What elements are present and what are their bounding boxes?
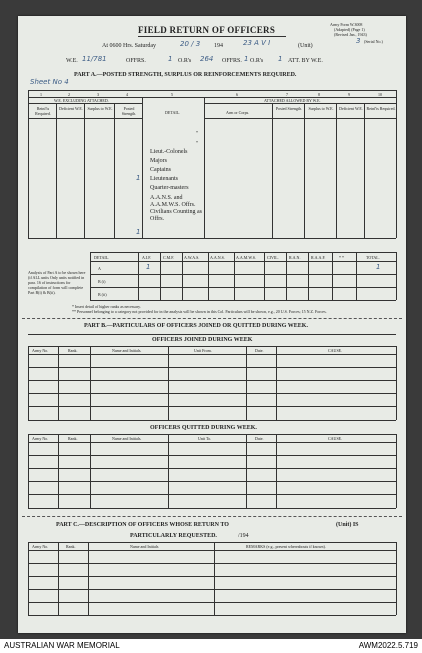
col-num-6: 6 [236, 92, 238, 97]
col-num-8: 8 [318, 92, 320, 97]
deficient-left: Deficient W.E. [59, 106, 83, 111]
at-hours-label: At 0600 Hrs. Saturday [102, 43, 156, 49]
handwritten-unit: 23 A V I [243, 39, 271, 47]
joined-col-rank: Rank. [68, 348, 78, 353]
unit-label: (Unit) [298, 43, 313, 49]
rank-majors: Majors [150, 158, 167, 164]
serial-label: (Serial No.) [364, 39, 383, 44]
form-title: FIELD RETURN OF OFFICERS [138, 25, 276, 35]
ors-label-2: O.R's [250, 58, 264, 64]
an-row-bii: B (ii) [98, 292, 107, 297]
rank-quartermasters: Quarter-masters [150, 185, 189, 191]
we-label: W.E. [66, 58, 78, 64]
col-num-3: 3 [97, 92, 99, 97]
offrs-label-2: OFFRS. [222, 58, 242, 64]
an-h-ran: R.A.N. [289, 255, 301, 260]
footer-catalogue-id: AWM2022.5.719 [358, 641, 418, 650]
year-label: 194 [214, 43, 223, 49]
col-num-5: 5 [171, 92, 173, 97]
c-col-army-no: Army No. [32, 544, 49, 549]
handwritten-offrs: 1 [168, 55, 173, 63]
reinf-required-left: Reinf'ts Required. [35, 106, 51, 116]
an-h-aans: A.A.N.S. [210, 255, 225, 260]
col-num-2: 2 [68, 92, 70, 97]
part-c-heading: PART C.—DESCRIPTION OF OFFICERS WHOSE RETURN TO [56, 522, 229, 528]
handwritten-att: 1 [278, 55, 283, 63]
army-form-number: Army Form W.3008 [330, 22, 363, 27]
footnote-1: * Insert detail of higher ranks as necessary. [72, 304, 141, 309]
part-c-year: /194 [238, 533, 249, 539]
deficient-right: Deficient W.E. [339, 106, 363, 111]
quitted-col-name: Name and Initials. [112, 436, 142, 441]
joined-col-cause: CAUSE. [328, 348, 343, 353]
an-h-star: * * [339, 255, 344, 260]
col-num-7: 7 [286, 92, 288, 97]
handwritten-mark-b: 1 [136, 228, 141, 236]
handwritten-mark-a: 1 [136, 174, 141, 182]
col-num-1: 1 [40, 92, 42, 97]
surplus-left: Surplus to W.E. [87, 106, 113, 111]
archive-footer [0, 639, 422, 653]
handwritten-we: 11/781 [82, 55, 107, 63]
detail-label: DETAIL. [165, 110, 181, 115]
part-a-heading: PART A.—POSTED STRENGTH, SURPLUS OR REINFORCEMENTS REQUIRED. [74, 72, 297, 78]
part-c-requested: PARTICULARLY REQUESTED. [130, 533, 217, 539]
quitted-heading: OFFICERS QUITTED DURING WEEK. [150, 425, 257, 431]
joined-col-army-no: Army No. [32, 348, 49, 353]
form-sheet [18, 16, 406, 633]
rank-aans: A.A.N.S. and A.A.M.W.S. Offrs. [150, 195, 196, 208]
joined-col-date: Date. [255, 348, 264, 353]
col-num-10: 10 [378, 92, 382, 97]
handwritten-serial: 3 [356, 37, 361, 45]
rank-lieut-colonels: Lieut.-Colonels [150, 149, 188, 155]
posted-right: Posted Strength. [275, 106, 303, 111]
c-col-remarks: REMARKS (e.g., present whereabouts if known). [246, 544, 326, 549]
c-col-rank: Rank. [66, 544, 76, 549]
an-h-cmf: C.M.F. [163, 255, 175, 260]
handwritten-ors: 264 [200, 55, 214, 63]
posted-left: Posted Strength. [121, 106, 137, 116]
joined-col-name: Name and Initials. [112, 348, 142, 353]
star-2: * [196, 140, 198, 145]
rank-civilians: Civilians Counting as Offrs. [150, 209, 203, 222]
an-h-aamws: A.A.M.W.S. [236, 255, 256, 260]
analysis-note: Analysis of Part A to be shown here (if ALL units Only units notified in para. 16 of instructions for compilation of form will complete Part B(i) & B(ii). [28, 270, 86, 295]
part-c-unit-is: (Unit) IS [336, 522, 359, 528]
handwritten-total: 1 [376, 263, 381, 271]
surplus-right: Surplus to W.E. [308, 106, 334, 111]
an-row-bi: B (i) [98, 279, 106, 284]
an-h-raaf: R.A.A.F. [311, 255, 326, 260]
quitted-col-cause: CAUSE. [328, 436, 343, 441]
c-col-name: Name and Initials [130, 544, 159, 549]
an-h-detail: DETAIL. [94, 255, 110, 260]
att-label: ATT. BY W.E. [288, 58, 323, 64]
attached-allowed: ATTACHED ALLOWED BY W.E. [264, 98, 321, 103]
quitted-col-unit-to: Unit To. [198, 436, 212, 441]
an-h-aif: A.I.F. [142, 255, 152, 260]
part-b-heading: PART B.—PARTICULARS OF OFFICERS JOINED OR QUITTED DURING WEEK. [84, 323, 308, 329]
reinf-required-right: Reinf'ts Required. [366, 106, 396, 111]
footer-source: AUSTRALIAN WAR MEMORIAL [4, 641, 120, 650]
rank-lieutenants: Lieutenants [150, 176, 178, 182]
an-row-a: A [98, 266, 101, 271]
offrs-label: OFFRS. [126, 58, 146, 64]
ors-label: O.R's [178, 58, 192, 64]
an-h-total: TOTAL. [366, 255, 380, 260]
col-num-4: 4 [126, 92, 128, 97]
quitted-col-rank: Rank. [68, 436, 78, 441]
we-excluding-attached: W.E. EXCLUDING ATTACHED. [54, 98, 109, 103]
adapted-label: (Adapted) (Page 1) [334, 27, 365, 32]
joined-heading: OFFICERS JOINED DURING WEEK [152, 337, 253, 343]
arm-or-corps: Arm or Corps. [226, 110, 250, 115]
footnote-2: ** Personnel belonging to a category not provided for in the analysis will be shown in this Col. Particulars will be shown, e.g., 20 U.S. Forces; 15 N.Z. Forces. [72, 309, 327, 314]
joined-col-unit-from: Unit From. [194, 348, 212, 353]
col-num-9: 9 [348, 92, 350, 97]
revised-label: (Revised Jan., 1943) [334, 32, 367, 37]
quitted-col-date: Date. [255, 436, 264, 441]
an-h-civil: CIVIL. [267, 255, 279, 260]
star-1: * [196, 130, 198, 135]
handwritten-sheet-note: Sheet No 4 [30, 78, 69, 86]
handwritten-mark-c: 1 [146, 263, 151, 271]
handwritten-ors-dot: 1 [244, 55, 249, 63]
quitted-col-army-no: Army No. [32, 436, 49, 441]
an-h-awas: A.W.A.S. [184, 255, 200, 260]
handwritten-date: 20 / 3 [180, 40, 201, 48]
rank-captains: Captains [150, 167, 171, 173]
